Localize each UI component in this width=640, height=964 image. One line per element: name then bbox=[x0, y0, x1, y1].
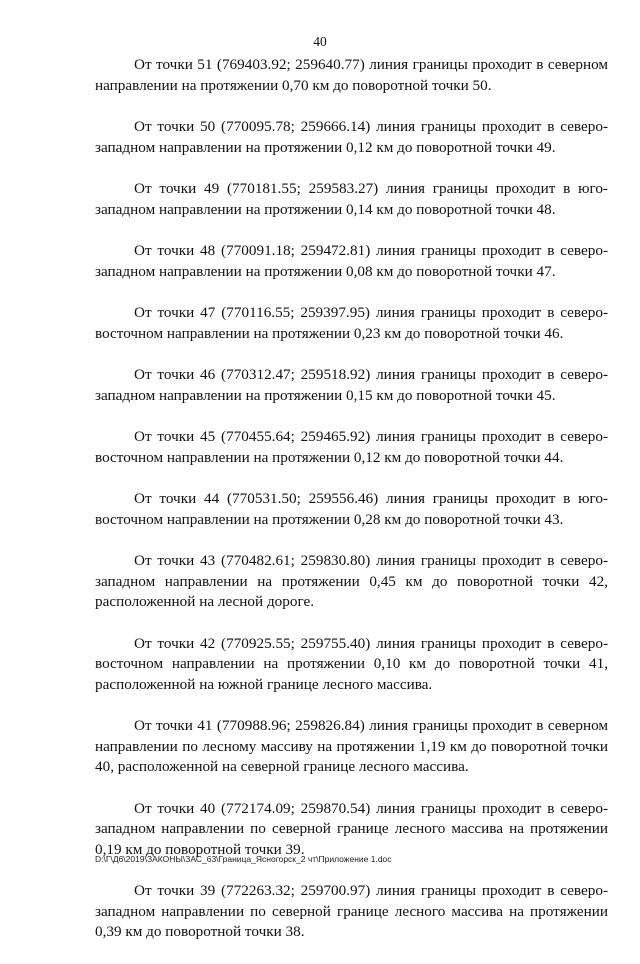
paragraph-point-49: От точки 49 (770181.55; 259583.27) линия границы проходит в юго-западном направлении на протяжении 0,14 км до поворотной точки 48. bbox=[95, 180, 608, 218]
paragraph-point-44: От точки 44 (770531.50; 259556.46) линия границы проходит в юго-восточном направлении на протяжении 0,28 км до поворотной точки 43. bbox=[95, 490, 608, 528]
document-body bbox=[95, 55, 608, 964]
paragraph-point-50: От точки 50 (770095.78; 259666.14) линия границы проходит в северо-западном направлении на протяжении 0,12 км до поворотной точки 49. bbox=[95, 118, 608, 156]
paragraph-point-42: От точки 42 (770925.55; 259755.40) линия границы проходит в северо-восточном направлении на протяжении 0,10 км до поворотной точки 41, расположенной на южной границе лесного массива. bbox=[95, 634, 608, 693]
paragraph-point-51: От точки 51 (769403.92; 259640.77) линия границы проходит в северном направлении на протяжении 0,70 км до поворотной точки 50. bbox=[95, 56, 608, 94]
page-number: 40 bbox=[313, 34, 327, 49]
paragraph-point-41: От точки 41 (770988.96; 259826.84) линия границы проходит в северном направлении по лесному массиву на протяжении 1,19 км до поворотной точки 40, расположенной на северной границе лесного массива. bbox=[95, 717, 608, 775]
paragraph-point-40: От точки 40 (772174.09; 259870.54) линия границы проходит в северо-западном направлении по северной границе лесного массива на протяжении 0,19 км до поворотной точки 39. bbox=[95, 799, 608, 858]
paragraph-point-39: От точки 39 (772263.32; 259700.97) линия границы проходит в северо-западном направлении по северной границе лесного массива на протяжении 0,39 км до поворотной точки 38. bbox=[95, 882, 608, 940]
paragraph-point-43: От точки 43 (770482.61; 259830.80) линия границы проходит в северо-западном направлении на протяжении 0,45 км до поворотной точки 42, расположенной на лесной дороге. bbox=[95, 552, 608, 610]
paragraph-point-48: От точки 48 (770091.18; 259472.81) линия границы проходит в северо-западном направлении на протяжении 0,08 км до поворотной точки 47. bbox=[95, 242, 608, 280]
paragraph-point-47: От точки 47 (770116.55; 259397.95) линия границы проходит в северо-восточном направлении на протяжении 0,23 км до поворотной точки 46. bbox=[95, 304, 608, 342]
paragraph-point-46: От точки 46 (770312.47; 259518.92) линия границы проходит в северо-западном направлении на протяжении 0,15 км до поворотной точки 45. bbox=[95, 366, 608, 404]
paragraph-point-45: От точки 45 (770455.64; 259465.92) линия границы проходит в северо-восточном направлении на протяжении 0,12 км до поворотной точки 44. bbox=[95, 428, 608, 466]
footer-file-path: D:\Г\Д6\2019\ЗАКОНЫ\ЗАС_63\Граница_Ясногорск_2 чт\Приложение 1.doc bbox=[95, 854, 392, 864]
